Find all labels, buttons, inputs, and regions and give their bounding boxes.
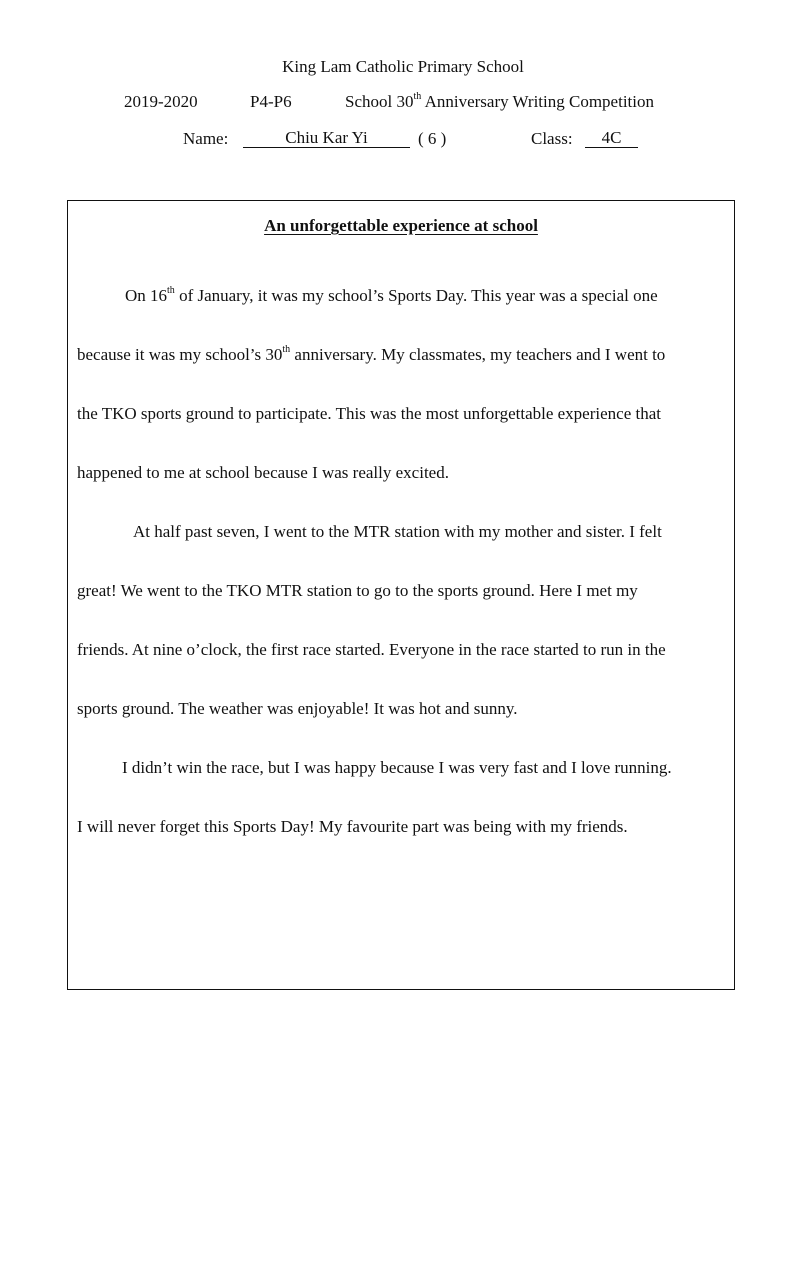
essay-line: sports ground. The weather was enjoyable! It was hot and sunny. <box>77 699 518 718</box>
essay-line-text: anniversary. My classmates, my teachers and I went to <box>290 345 666 364</box>
competition-title <box>345 92 654 112</box>
essay-box <box>67 200 735 990</box>
grade-range: P4-P6 <box>250 92 292 111</box>
essay-line: At half past seven, I went to the MTR station with my mother and sister. I felt <box>133 522 662 541</box>
essay-line-sup: th <box>282 344 291 356</box>
class-label: Class: <box>531 129 573 148</box>
essay-title: An unforgettable experience at school <box>264 216 538 235</box>
essay-line: happened to me at school because I was really excited. <box>77 463 449 482</box>
competition-title-prefix: School 30 <box>345 92 414 111</box>
essay-line: I will never forget this Sports Day! My favourite part was being with my friends. <box>77 817 628 836</box>
essay-line: great! We went to the TKO MTR station to go to the sports ground. Here I met my <box>77 581 638 600</box>
competition-title-suffix: Anniversary Writing Competition <box>421 92 654 111</box>
essay-line <box>125 285 658 307</box>
essay-line: I didn’t win the race, but I was happy because I was very fast and I love running. <box>122 758 672 777</box>
essay-line-sup: th <box>167 285 175 297</box>
name-field: Chiu Kar Yi <box>243 129 410 148</box>
competition-title-sup: th <box>413 91 422 103</box>
academic-year: 2019-2020 <box>124 92 198 111</box>
name-label: Name: <box>183 129 229 148</box>
class-field: 4C <box>585 129 638 148</box>
class-number: ( 6 ) <box>418 129 447 148</box>
essay-line-text: because it was my school’s 30 <box>77 345 283 364</box>
essay-line: the TKO sports ground to participate. This was the most unforgettable experience that <box>77 404 661 423</box>
essay-line <box>77 344 665 366</box>
school-name: King Lam Catholic Primary School <box>282 57 524 76</box>
essay-line-text: of January, it was my school’s Sports Day. This year was a special one <box>174 286 658 305</box>
essay-line: friends. At nine o’clock, the first race started. Everyone in the race started to run in the <box>77 640 666 659</box>
essay-line-text: On 16 <box>125 286 168 305</box>
